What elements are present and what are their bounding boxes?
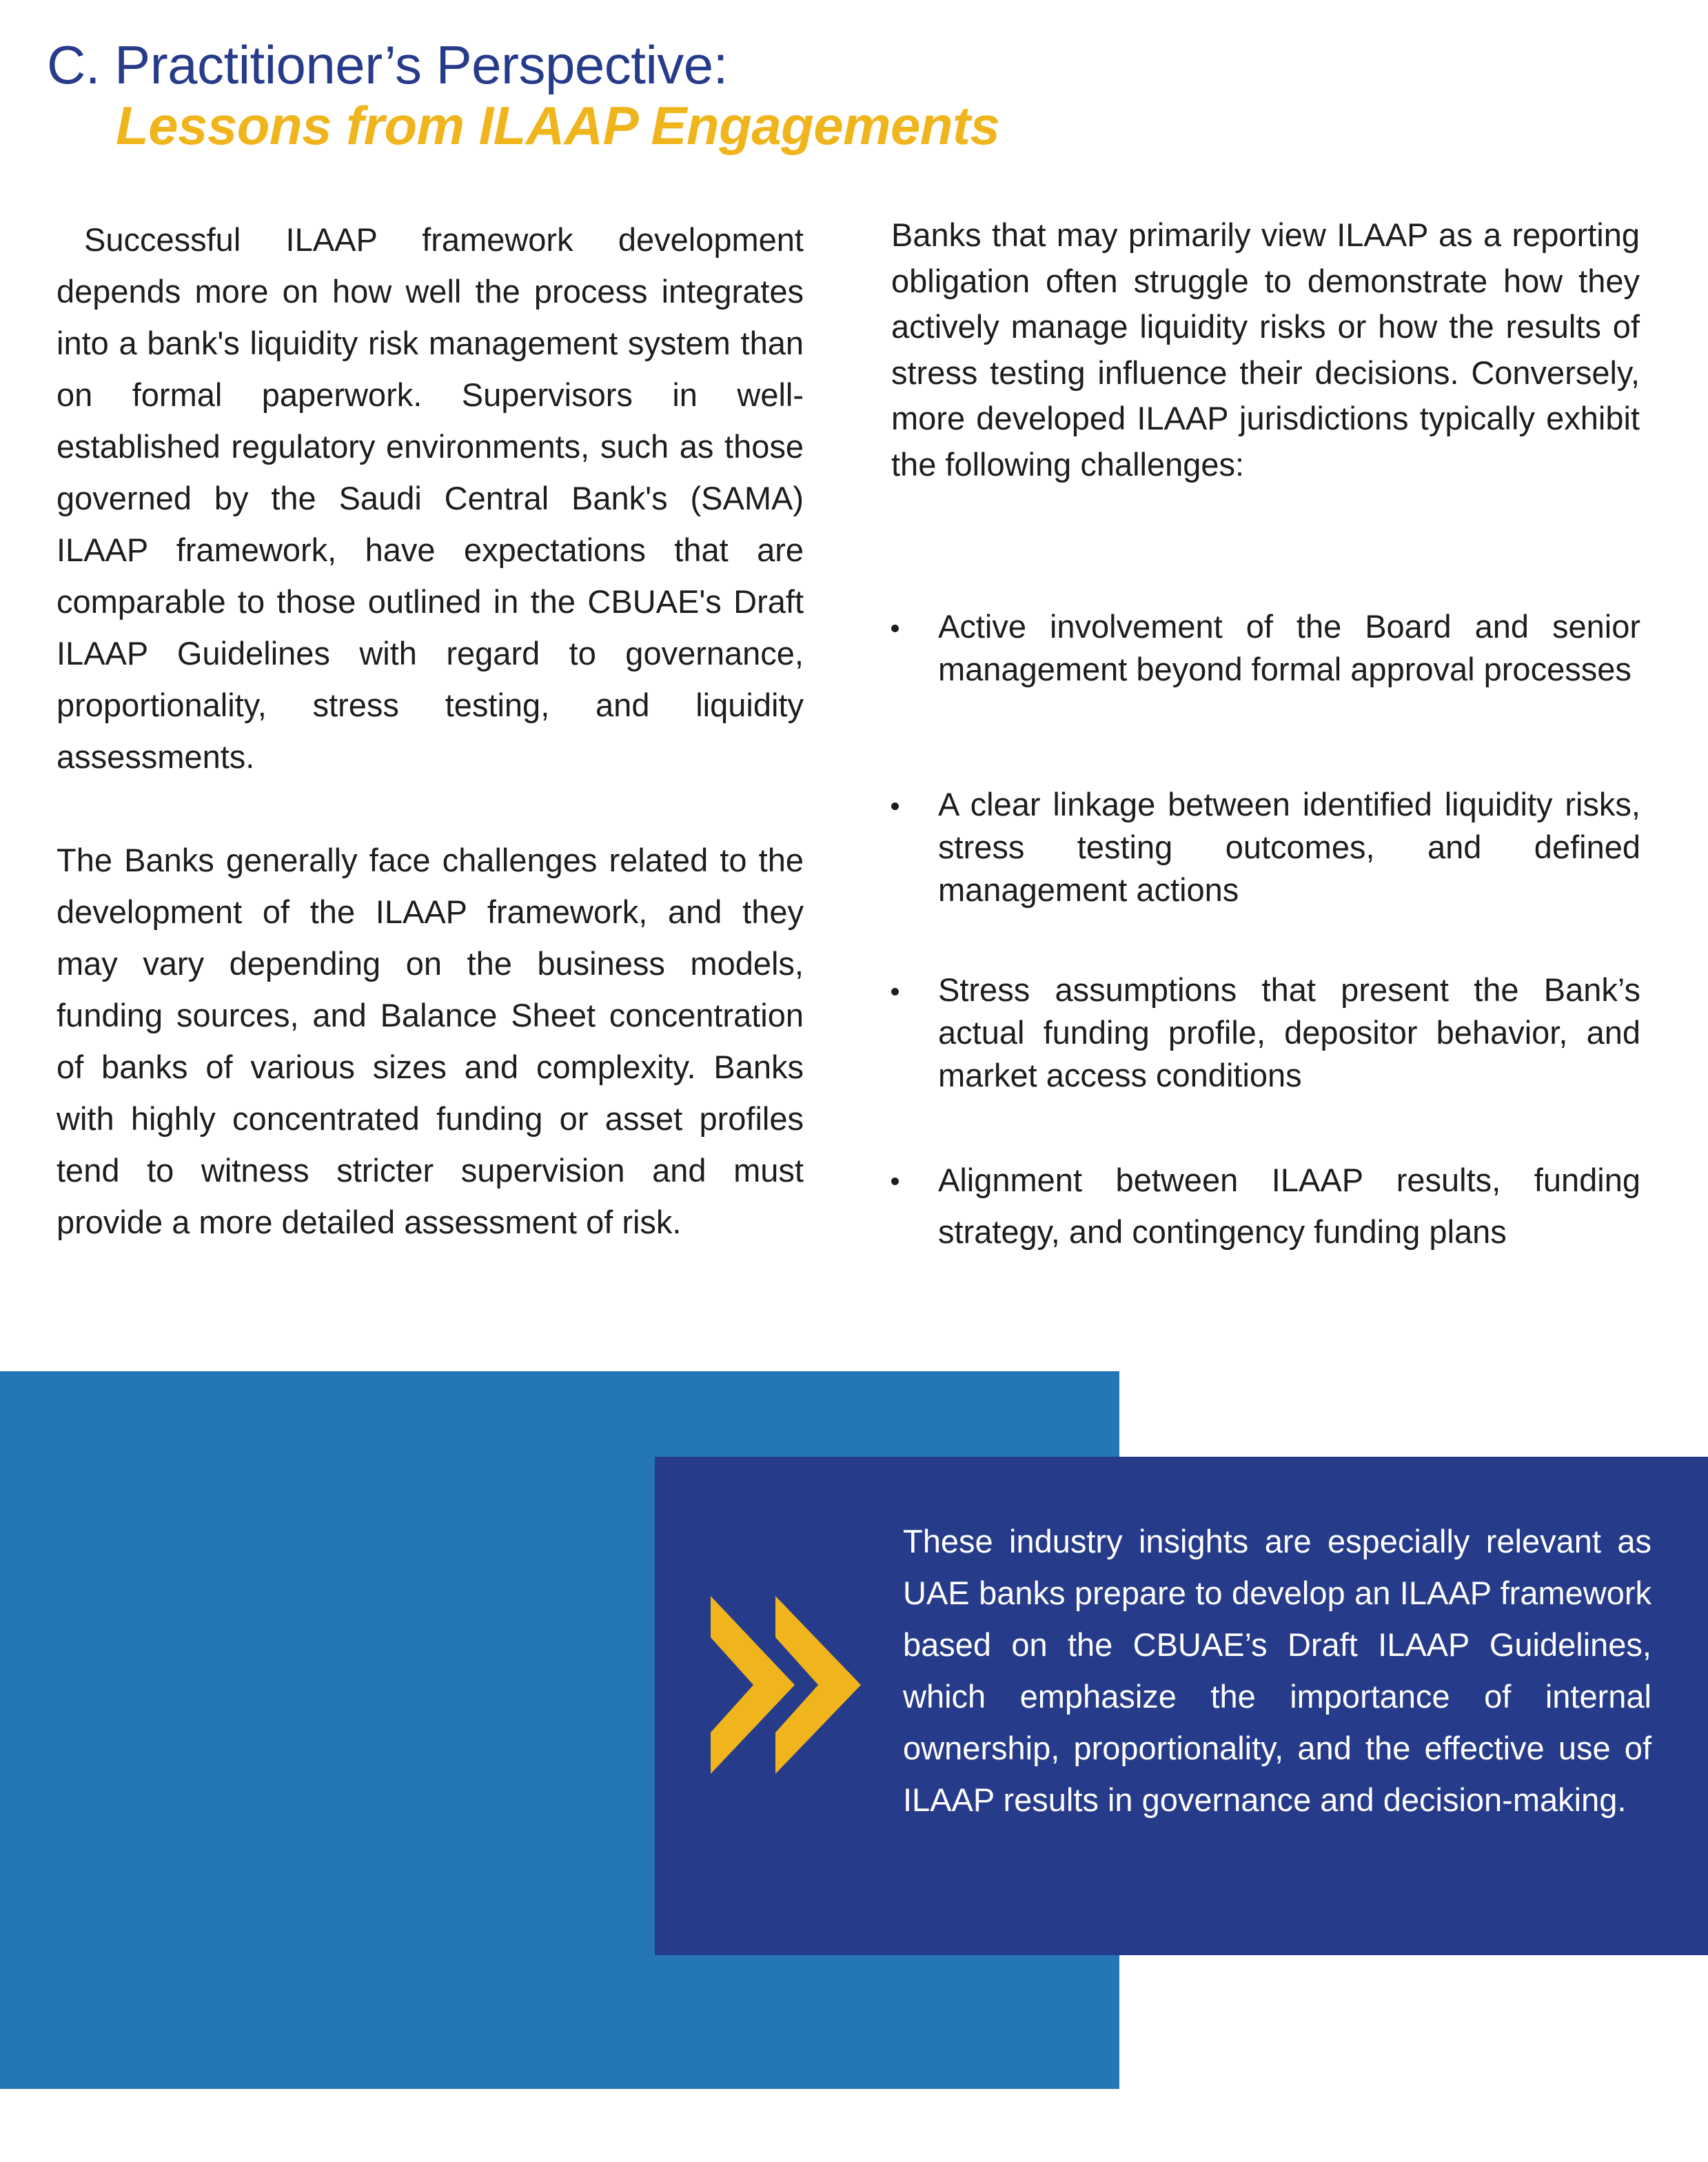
bullet-icon	[891, 988, 899, 996]
list-item	[891, 969, 1640, 1097]
left-column	[57, 214, 804, 1248]
right-intro-paragraph: Banks that may primarily view ILAAP as a reporting obligation often struggle to demonstrate how they actively manage liquidity risks or how the results of stress testing influence their decisions. Conversely, more developed ILAAP jurisdictions typically exhibit the following challenges:	[891, 216, 1640, 483]
section-subtitle: Lessons from ILAAP Engagements	[116, 95, 1000, 156]
paragraph-1: Successful ILAAP framework development depends more on how well the process integrates into a bank's liquidity risk management system than on formal paperwork. Supervisors in well-established regulatory environments, such as those governed by the Saudi Central Bank's (SAMA) ILAAP framework, have expectations that are comparable to those outlined in the CBUAE's Draft ILAAP Guidelines with regard to governance, proportionality, stress testing, and liquidity assessments.	[57, 221, 804, 775]
list-item-text: Stress assumptions that present the Bank’s actual funding profile, depositor behavior, and market access conditions	[938, 971, 1640, 1093]
list-item-text: Active involvement of the Board and senior management beyond formal approval processes	[938, 608, 1640, 687]
list-item	[891, 1154, 1640, 1257]
list-item-text: A clear linkage between identified liquidity risks, stress testing outcomes, and defined management actions	[938, 786, 1640, 908]
list-item	[891, 783, 1640, 911]
list-item	[891, 605, 1640, 691]
paragraph-spacer	[57, 782, 804, 834]
section-label: C.	[47, 34, 100, 95]
right-column	[891, 212, 1640, 487]
list-item-text: Alignment between ILAAP results, funding strategy, and contingency funding plans	[938, 1162, 1640, 1250]
bullet-icon	[891, 625, 899, 632]
bullet-icon	[891, 802, 899, 810]
section-title	[47, 34, 999, 95]
section-heading	[47, 34, 999, 156]
section-title-text: Practitioner’s Perspective:	[114, 34, 728, 95]
callout-text: These industry insights are especially relevant as UAE banks prepare to develop an ILAAP framework based on the CBUAE’s Draft ILAAP Guidelines, which emphasize the importance of internal ownership, proportionality, and the effective use of ILAAP results in governance and decision-making.	[903, 1523, 1651, 1818]
bullet-icon	[891, 1178, 899, 1185]
paragraph-2: The Banks generally face challenges related to the development of the ILAAP framework, and they may vary depending on the business models, funding sources, and Balance Sheet concentration of banks of various sizes and complexity. Banks with highly concentrated funding or asset profiles tend to witness stricter supervision and must provide a more detailed assessment of risk.	[57, 842, 804, 1240]
double-chevron-right-icon	[711, 1596, 862, 1774]
